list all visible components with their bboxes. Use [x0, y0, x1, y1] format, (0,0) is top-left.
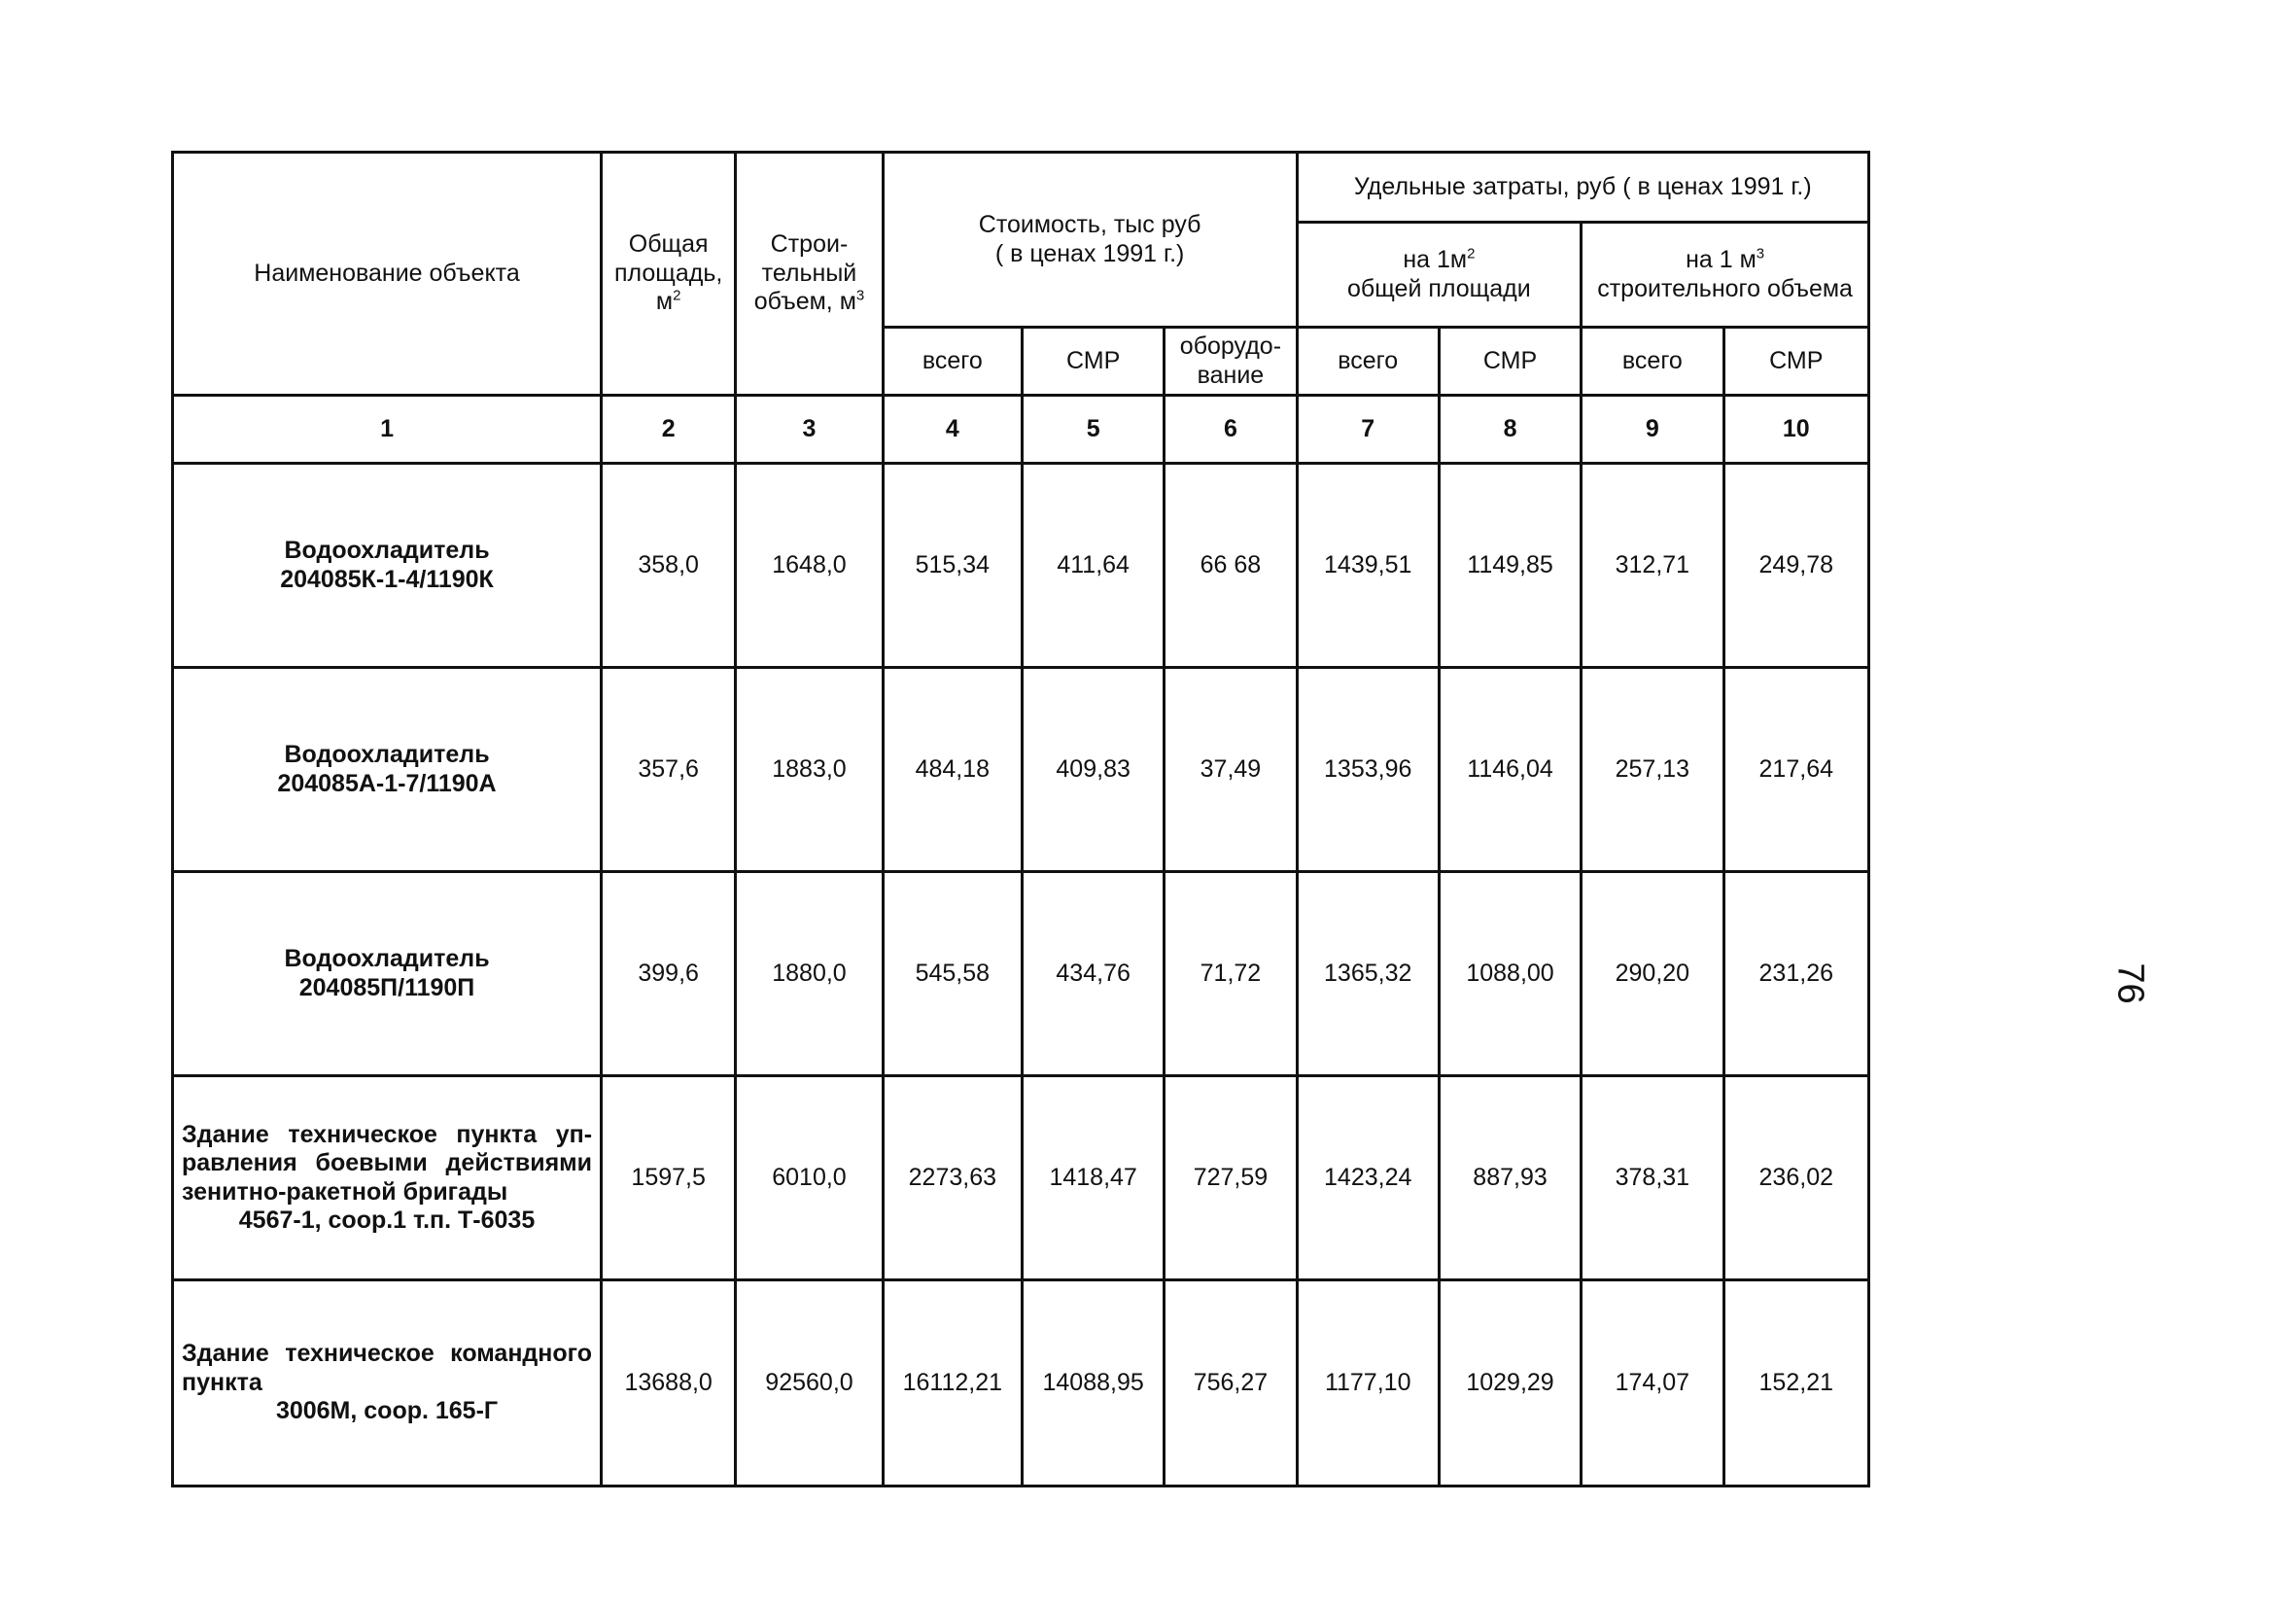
value-cell: 1439,51 — [1297, 464, 1439, 668]
object-name-line: 4567-1, соор.1 т.п. Т-6035 — [238, 1207, 536, 1234]
header-row-1 — [173, 153, 1869, 223]
object-name-line: 204085А-1-7/1190А — [277, 769, 497, 797]
header-object-name: Наименование объекта — [173, 153, 602, 396]
value-cell: 231,26 — [1723, 872, 1868, 1076]
column-number: 2 — [602, 396, 736, 464]
object-name-line: 204085П/1190П — [298, 973, 475, 1001]
value-cell: 1029,29 — [1439, 1280, 1581, 1487]
value-cell: 16112,21 — [883, 1280, 1022, 1487]
column-number: 8 — [1439, 396, 1581, 464]
value-cell: 1146,04 — [1439, 668, 1581, 872]
value-cell: 357,6 — [602, 668, 736, 872]
value-cell: 1177,10 — [1297, 1280, 1439, 1487]
object-name-cell — [173, 464, 602, 668]
value-cell: 1353,96 — [1297, 668, 1439, 872]
column-number: 5 — [1022, 396, 1164, 464]
value-cell: 71,72 — [1165, 872, 1297, 1076]
column-number: 3 — [736, 396, 883, 464]
value-cell: 1149,85 — [1439, 464, 1581, 668]
value-cell: 378,31 — [1582, 1076, 1723, 1280]
value-cell: 434,76 — [1022, 872, 1164, 1076]
column-number: 10 — [1723, 396, 1868, 464]
value-cell: 6010,0 — [736, 1076, 883, 1280]
value-cell: 887,93 — [1439, 1076, 1581, 1280]
value-cell: 92560,0 — [736, 1280, 883, 1487]
column-number: 1 — [173, 396, 602, 464]
object-name-line: 204085К-1-4/1190К — [280, 565, 494, 593]
header-building-volume: Строи-тельный объем, $м^3$ — [736, 153, 883, 396]
table-row — [173, 464, 1869, 668]
column-numbers-row — [173, 396, 1869, 464]
column-number: 9 — [1582, 396, 1723, 464]
header-m3-smr: СМР — [1723, 328, 1868, 396]
object-name-line: Здание техническое пункта уп-равления боевыми действиями зенитно-ракетной бригады — [182, 1120, 593, 1206]
value-cell: 1597,5 — [602, 1076, 736, 1280]
header-cost-total: всего — [883, 328, 1022, 396]
table-row — [173, 872, 1869, 1076]
value-cell: 399,6 — [602, 872, 736, 1076]
object-name-cell — [173, 1280, 602, 1487]
cost-table — [171, 151, 1870, 1487]
value-cell: 1365,32 — [1297, 872, 1439, 1076]
value-cell: 409,83 — [1022, 668, 1164, 872]
value-cell: 257,13 — [1582, 668, 1723, 872]
value-cell: 290,20 — [1582, 872, 1723, 1076]
value-cell: 727,59 — [1165, 1076, 1297, 1280]
value-cell: 358,0 — [602, 464, 736, 668]
header-m3-total: всего — [1582, 328, 1723, 396]
value-cell: 2273,63 — [883, 1076, 1022, 1280]
value-cell: 14088,95 — [1022, 1280, 1164, 1487]
value-cell: 37,49 — [1165, 668, 1297, 872]
header-total-area: Общая площадь, $м^2$ — [602, 153, 736, 396]
column-number: 7 — [1297, 396, 1439, 464]
value-cell: 174,07 — [1582, 1280, 1723, 1487]
value-cell: 545,58 — [883, 872, 1022, 1076]
value-cell: 66 68 — [1165, 464, 1297, 668]
table-row — [173, 1280, 1869, 1487]
object-name-cell — [173, 668, 602, 872]
header-cost-equipment: оборудо-вание — [1165, 328, 1297, 396]
value-cell: 1648,0 — [736, 464, 883, 668]
value-cell: 1880,0 — [736, 872, 883, 1076]
column-number: 4 — [883, 396, 1022, 464]
object-name-line: Водоохладитель — [284, 945, 490, 972]
header-cost-smr: СМР — [1022, 328, 1164, 396]
value-cell: 217,64 — [1723, 668, 1868, 872]
value-cell: 1423,24 — [1297, 1076, 1439, 1280]
table-row — [173, 1076, 1869, 1280]
value-cell: 756,27 — [1165, 1280, 1297, 1487]
header-m2-total: всего — [1297, 328, 1439, 396]
value-cell: 152,21 — [1723, 1280, 1868, 1487]
object-name-line: Здание техническое командного пункта — [182, 1340, 593, 1396]
value-cell: 249,78 — [1723, 464, 1868, 668]
header-unit-costs: Удельные затраты, руб ( в ценах 1991 г.) — [1297, 153, 1868, 223]
value-cell: 1418,47 — [1022, 1076, 1164, 1280]
object-name-cell — [173, 1076, 602, 1280]
value-cell: 411,64 — [1022, 464, 1164, 668]
header-per-m3: на 1 $м^3$ строительного объема — [1582, 223, 1869, 328]
header-m2-smr: СМР — [1439, 328, 1581, 396]
header-per-m2: на $1м^2$ общей площади — [1297, 223, 1582, 328]
header-cost: Стоимость, тыс руб ( в ценах 1991 г.) — [883, 153, 1297, 328]
page-number: 76 — [2109, 962, 2151, 1004]
object-name-line: 3006М, соор. 165-Г — [275, 1397, 499, 1425]
object-name-line: Водоохладитель — [284, 741, 490, 768]
value-cell: 236,02 — [1723, 1076, 1868, 1280]
value-cell: 312,71 — [1582, 464, 1723, 668]
value-cell: 1088,00 — [1439, 872, 1581, 1076]
value-cell: 1883,0 — [736, 668, 883, 872]
value-cell: 515,34 — [883, 464, 1022, 668]
object-name-line: Водоохладитель — [284, 537, 490, 564]
value-cell: 13688,0 — [602, 1280, 736, 1487]
value-cell: 484,18 — [883, 668, 1022, 872]
column-number: 6 — [1165, 396, 1297, 464]
table-row — [173, 668, 1869, 872]
object-name-cell — [173, 872, 602, 1076]
